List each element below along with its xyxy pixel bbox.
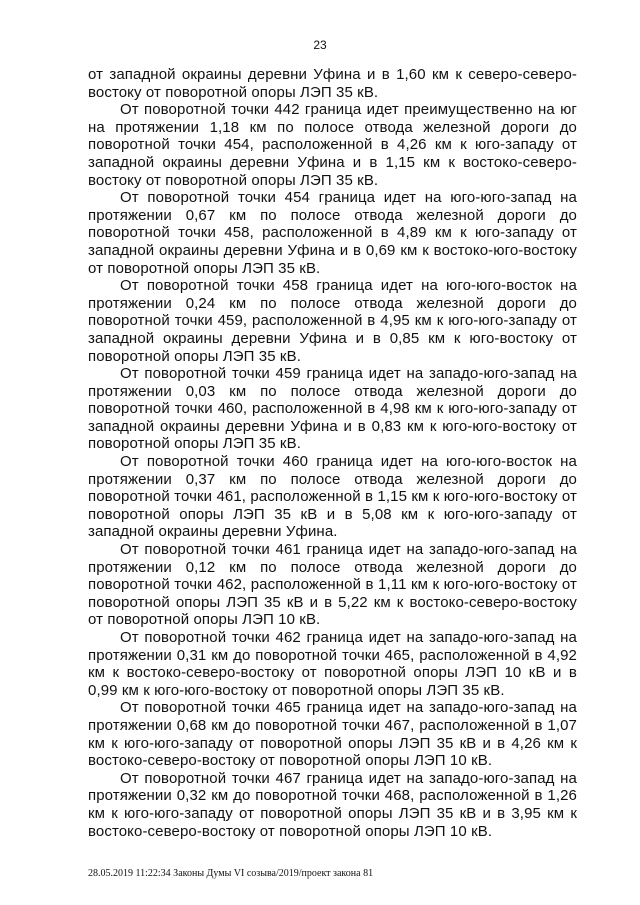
paragraph: От поворотной точки 442 граница идет преимущественно на юг на протяжении 1,18 км по полосе отвода железной дороги до поворотной точки 454, расположенной в 4,26 км к юго-западу от западной окраины деревни Уфина и в 1,15 км к востоко-северо-востоку от поворотной опоры ЛЭП 35 кВ. <box>88 101 577 189</box>
paragraph: От поворотной точки 454 граница идет на юго-юго-запад на протяжении 0,67 км по полосе отвода железной дороги до поворотной точки 458, расположенной в 4,89 км к юго-западу от западной окраины деревни Уфина и в 0,69 км к востоко-юго-востоку от поворотной опоры ЛЭП 35 кВ. <box>88 189 577 277</box>
paragraph: от западной окраины деревни Уфина и в 1,60 км к северо-северо-востоку от поворотной опоры ЛЭП 35 кВ. <box>88 66 577 101</box>
paragraph: От поворотной точки 462 граница идет на западо-юго-запад на протяжении 0,31 км до поворотной точки 465, расположенной в 4,92 км к востоко-северо-востоку от поворотной опоры ЛЭП 10 кВ и в 0,99 км к юго-юго-востоку от поворотной опоры ЛЭП 35 кВ. <box>88 629 577 699</box>
paragraph: От поворотной точки 467 граница идет на западо-юго-запад на протяжении 0,32 км до поворотной точки 468, расположенной в 1,26 км к юго-юго-западу от поворотной опоры ЛЭП 35 кВ и в 3,95 км к востоко-северо-востоку от поворотной опоры ЛЭП 10 кВ. <box>88 769 577 840</box>
page-number: 23 <box>313 38 327 52</box>
paragraph: От поворотной точки 460 граница идет на юго-юго-восток на протяжении 0,37 км по полосе отвода железной дороги до поворотной точки 461, расположенной в 1,15 км к юго-юго-востоку от поворотной опоры ЛЭП 35 кВ и в 5,08 км к юго-юго-западу от западной окраины деревни Уфина. <box>88 453 577 541</box>
document-body <box>88 66 577 840</box>
document-footer: 28.05.2019 11:22:34 Законы Думы VI созыва/2019/проект закона 81 <box>88 868 374 879</box>
paragraph: От поворотной точки 459 граница идет на западо-юго-запад на протяжении 0,03 км по полосе отвода железной дороги до поворотной точки 460, расположенной в 4,98 км к юго-юго-западу от западной окраины деревни Уфина и в 0,83 км к юго-юго-востоку от поворотной опоры ЛЭП 35 кВ. <box>88 365 577 453</box>
paragraph: От поворотной точки 465 граница идет на западо-юго-запад на протяжении 0,68 км до поворотной точки 467, расположенной в 1,07 км к юго-юго-западу от поворотной опоры ЛЭП 35 кВ и в 4,26 км к востоко-северо-востоку от поворотной опоры ЛЭП 10 кВ. <box>88 699 577 770</box>
paragraph: От поворотной точки 461 граница идет на западо-юго-запад на протяжении 0,12 км по полосе отвода железной дороги до поворотной точки 462, расположенной в 1,11 км к юго-юго-востоку от поворотной опоры ЛЭП 35 кВ и в 5,22 км к востоко-северо-востоку от поворотной опоры ЛЭП 10 кВ. <box>88 541 577 629</box>
paragraph: От поворотной точки 458 граница идет на юго-юго-восток на протяжении 0,24 км по полосе отвода железной дороги до поворотной точки 459, расположенной в 4,95 км к юго-юго-западу от западной окраины деревни Уфина и в 0,85 км к юго-востоку от поворотной опоры ЛЭП 35 кВ. <box>88 277 577 365</box>
